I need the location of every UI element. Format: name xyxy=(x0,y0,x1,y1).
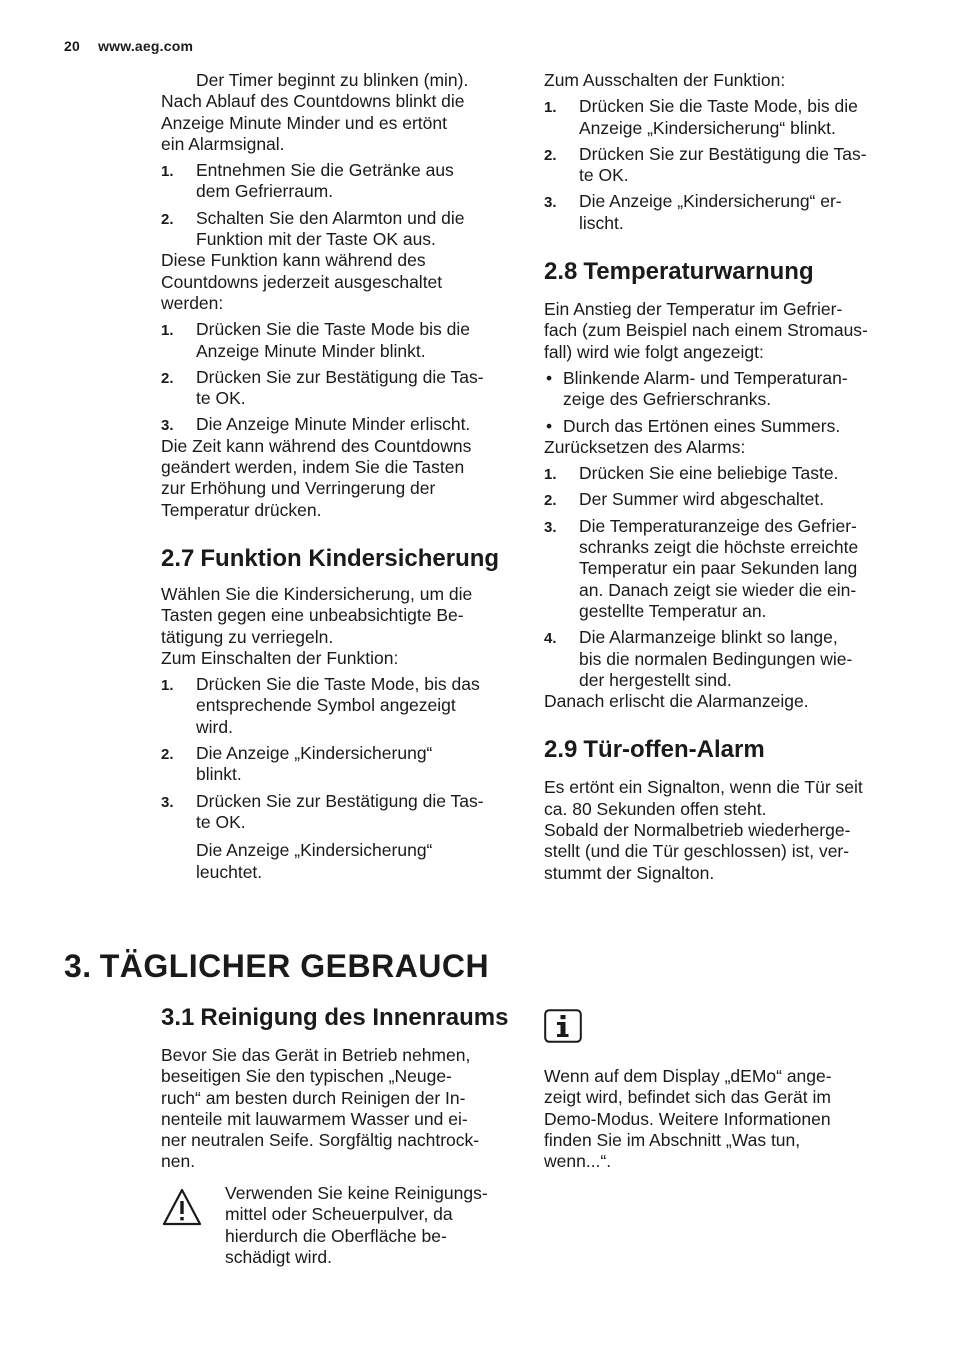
site-url: www.aeg.com xyxy=(98,38,194,54)
list-item: 2. Schalten Sie den Alarmton und die Funktion mit der Taste OK aus. xyxy=(161,207,465,250)
alarm-steps-list xyxy=(161,160,521,250)
bullet-item: • Blinkende Alarm- und Temperaturan- zeige des Gefrierschranks. xyxy=(546,367,848,410)
page-header xyxy=(64,38,193,54)
info-text: Wenn auf dem Display „dEMo“ ange- zeigt wird, befindet sich das Gerät im Demo-Modus. Weitere Informationen finden Sie im Abschnitt „Was tun, wenn...“. xyxy=(544,1066,832,1172)
left-column xyxy=(161,70,521,883)
warning-note xyxy=(161,1183,521,1268)
childlock-result-paragraph: Die Anzeige „Kindersicherung“ leuchtet. xyxy=(196,840,433,882)
list-item: 1. Drücken Sie die Taste Mode bis die Anzeige Minute Minder blinkt. xyxy=(161,319,470,361)
info-icon xyxy=(544,1009,582,1048)
door-alarm-paragraph: Es ertönt ein Signalton, wenn die Tür seit ca. 80 Sekunden offen steht. Sobald der Normalbetrieb wiederherge- stellt (und die Tür geschlossen) ist, ver- stummt der Signalton. xyxy=(544,777,863,883)
section-heading-3-1: 3.1 Reinigung des Innenraums xyxy=(161,1004,509,1031)
list-item: 2. Die Anzeige „Kindersicherung“ blinkt. xyxy=(161,743,433,785)
list-item: 3. Die Anzeige „Kindersicherung“ er- lischt. xyxy=(544,191,842,233)
childlock-paragraph: Wählen Sie die Kindersicherung, um die Tasten gegen eine unbeabsichtigte Be- tätigung zu verriegeln. Zum Einschalten der Funktion: xyxy=(161,583,473,668)
chapter-heading: 3. TÄGLICHER GEBRAUCH xyxy=(64,948,490,984)
list-item: 1. Drücken Sie die Taste Mode, bis die Anzeige „Kindersicherung“ blinkt. xyxy=(544,96,858,138)
temperature-warning-paragraph: Ein Anstieg der Temperatur im Gefrier- fach (zum Beispiel nach einem Stromaus- fall) wird wie folgt angezeigt: xyxy=(544,299,868,362)
temperature-warning-bullets xyxy=(544,368,904,437)
countdown-off-steps-list xyxy=(161,319,521,435)
timer-paragraph: Der Timer beginnt zu blinken (min). Nach Ablauf des Countdowns blinkt die Anzeige Minute Minder und es ertönt ein Alarmsignal. xyxy=(161,70,469,154)
list-item: 1. Drücken Sie eine beliebige Taste. xyxy=(544,463,839,484)
page-number: 20 xyxy=(64,38,80,54)
alarm-off-paragraph: Danach erlischt die Alarmanzeige. xyxy=(544,691,809,712)
list-item: 2. Drücken Sie zur Bestätigung die Tas- te OK. xyxy=(161,366,484,409)
warning-icon xyxy=(161,1187,203,1227)
section-heading-2-9: 2.9 Tür-offen-Alarm xyxy=(544,736,765,764)
warning-text: Verwenden Sie keine Reinigungs- mittel oder Scheuerpulver, da hierdurch die Oberfläche be- schädigt wird. xyxy=(225,1183,488,1267)
reset-alarm-intro: Zurücksetzen des Alarms: xyxy=(544,436,746,457)
childlock-on-steps-list xyxy=(161,674,521,833)
list-item: 1. Entnehmen Sie die Getränke aus dem Gefrierraum. xyxy=(161,160,454,202)
cleaning-section xyxy=(161,1003,521,1173)
list-item: 4. Die Alarmanzeige blinkt so lange, bis die normalen Bedingungen wie- der hergestellt sind. xyxy=(544,627,853,690)
section-heading-2-8: 2.8 Temperaturwarnung xyxy=(544,258,814,286)
list-item: 1. Drücken Sie die Taste Mode, bis das entsprechende Symbol angezeigt wird. xyxy=(161,674,480,737)
childlock-off-steps-list xyxy=(544,96,904,234)
list-item: 3. Die Anzeige Minute Minder erlischt. xyxy=(161,414,471,435)
list-item: 3. Drücken Sie zur Bestätigung die Tas- te OK. xyxy=(161,790,484,832)
cleaning-paragraph: Bevor Sie das Gerät in Betrieb nehmen, beseitigen Sie den typischen „Neuge- ruch“ am besten durch Reinigen der In- nenteile mit lauwarmem Wasser und ei- ner neutralen Seife. Sorgfältig nachtrock- nen. xyxy=(161,1045,480,1172)
time-change-paragraph: Die Zeit kann während des Countdowns geändert werden, indem Sie die Tasten zur Erhöhung und Verringerung der Temperatur drücken. xyxy=(161,435,472,520)
bullet-item: • Durch das Ertönen eines Summers. xyxy=(546,415,841,436)
section-heading-2-7: 2.7 Funktion Kindersicherung xyxy=(161,544,500,572)
childlock-off-intro: Zum Ausschalten der Funktion: xyxy=(544,70,786,90)
right-column xyxy=(544,70,904,884)
list-item: 3. Die Temperaturanzeige des Gefrier- schranks zeigt die höchste erreichte Temperatur ein paar Sekunden lang an. Danach zeigt sie wieder die ein- gestellte Temperatur an. xyxy=(544,515,859,621)
list-item: 2. Der Summer wird abgeschaltet. xyxy=(544,489,825,510)
list-item: 2. Drücken Sie zur Bestätigung die Tas- te OK. xyxy=(544,143,867,186)
reset-alarm-steps-list xyxy=(544,463,904,691)
countdown-paragraph: Diese Funktion kann während des Countdowns jederzeit ausgeschaltet werden: xyxy=(161,250,443,313)
